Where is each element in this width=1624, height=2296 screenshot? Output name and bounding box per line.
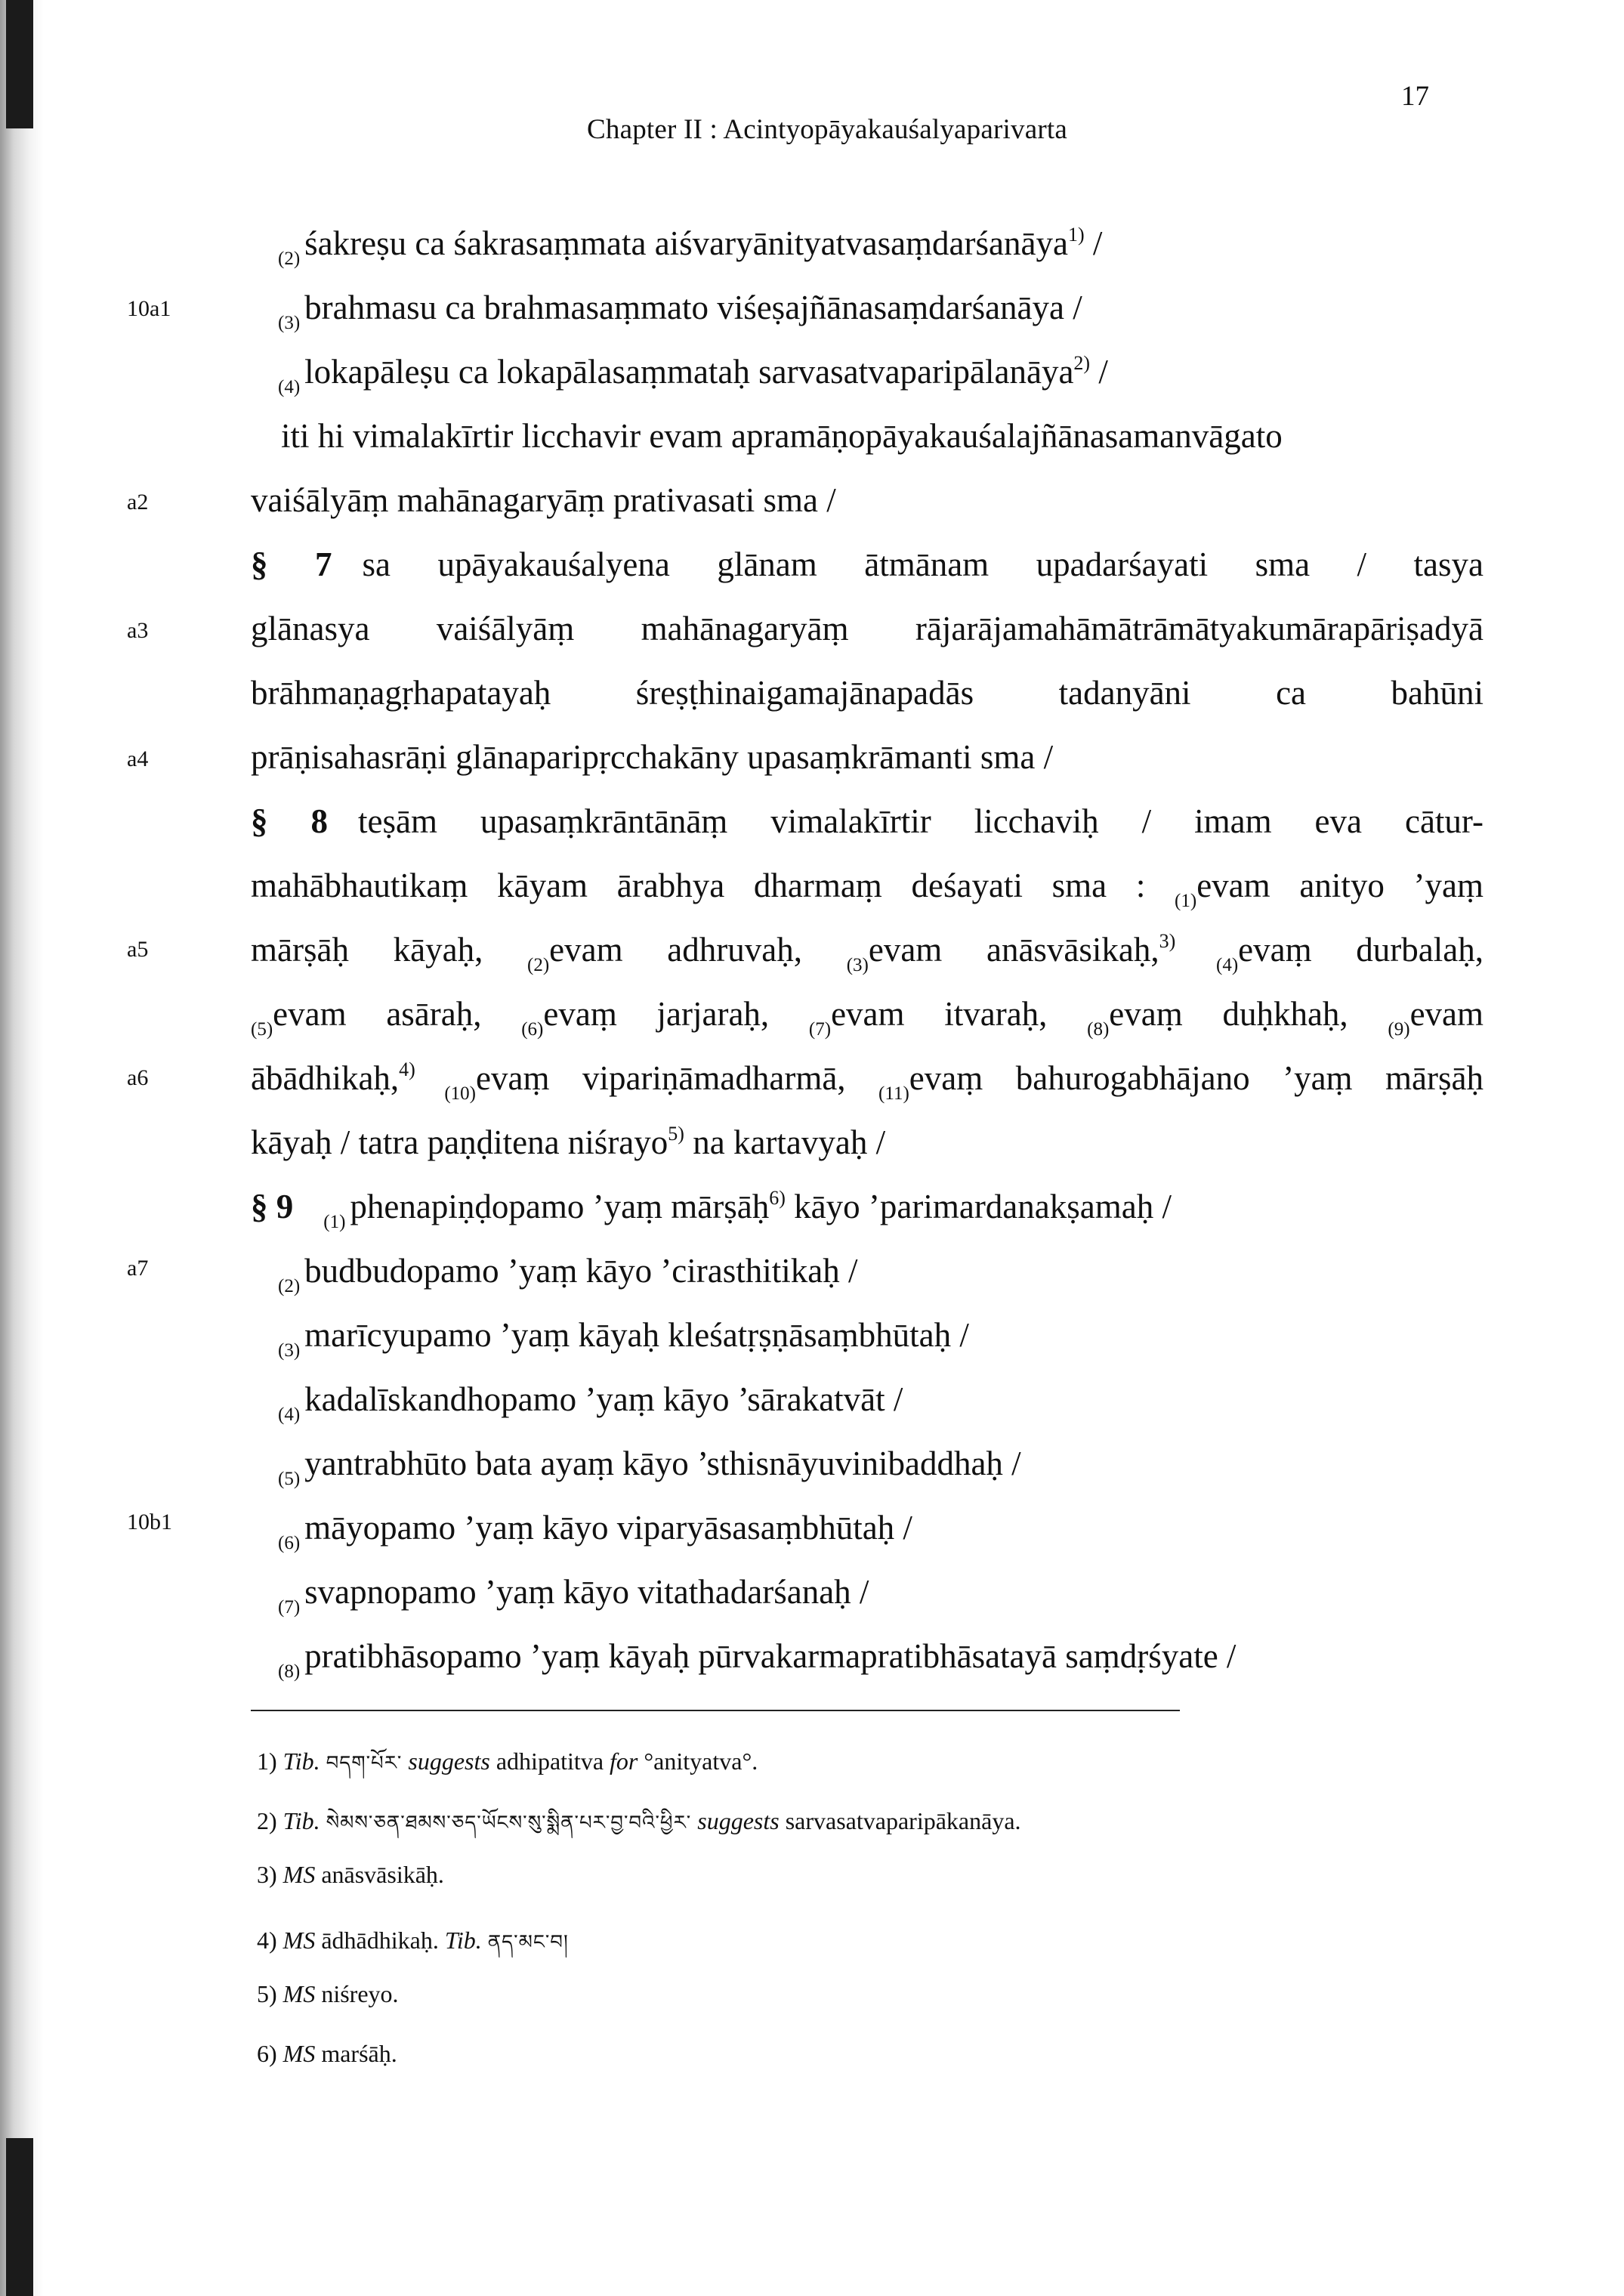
text-line: prāṇisahasrāṇi glānaparipṛcchakāny upasaṃkrāmanti sma / [251, 738, 1054, 776]
section-7-line: § 7 sa upāyakauśalyena glānam ātmānam upadarśayati sma / tasya [251, 545, 1484, 583]
verse-line: $_{(8)}$ pratibhāsopamo ’yaṃ kāyaḥ pūrvakarmapratibhāsatayā saṃdṛśyate / [278, 1637, 1237, 1682]
margin-ref: a5 [127, 937, 149, 962]
binding-mark-top [6, 0, 33, 128]
running-title: Chapter II : Acintyopāyakauśalyaparivarta [587, 114, 1067, 145]
binding-mark-bottom [6, 2138, 33, 2296]
footnote: 4) MS ādhādhikaḥ. Tib. ནད་མང་བ། [257, 1927, 569, 1954]
margin-ref: 10a1 [127, 296, 171, 321]
text-line: ābādhikaḥ,$^{4)}$ $_{(10)}$evaṃ vipariṇāmadharmā, $_{(11)}$evaṃ bahurogabhājano ’yaṃ mārṣāḥ [251, 1058, 1484, 1104]
verse-line: $_{(2)}$ śakreṣu ca śakrasaṃmata aiśvaryānityatvasaṃdarśanāya$^{1)}$ / [278, 224, 1103, 269]
footnote: 5) MS niśreyo. [257, 1980, 399, 2007]
verse-line: $_{(5)}$ yantrabhūto bata ayaṃ kāyo ’sthisnāyuvinibaddhaḥ / [278, 1445, 1021, 1489]
section-marker: § 9 [251, 1188, 294, 1225]
margin-ref: a2 [127, 490, 149, 515]
section-marker: § 8 [251, 802, 328, 840]
verse-line: $_{(4)}$ lokapāleṣu ca lokapālasaṃmataḥ sarvasatvaparipālanāya$^{2)}$ / [278, 352, 1108, 397]
verse-line: $_{(6)}$ māyopamo ’yaṃ kāyo viparyāsasaṃbhūtaḥ / [278, 1509, 912, 1553]
text-line: $_{(5)}$evam asāraḥ, $_{(6)}$evaṃ jarjaraḥ, $_{(7)}$evam itvaraḥ, $_{(8)}$evaṃ duḥkhaḥ, $_{(9)}$evam [251, 995, 1484, 1040]
verse-line: $_{(7)}$ svapnopamo ’yaṃ kāyo vitathadarśanaḥ / [278, 1573, 869, 1618]
binding-shadow [0, 0, 44, 2296]
section-8-line: § 8 teṣām upasaṃkrāntānāṃ vimalakīrtir licchaviḥ / imam eva cātur- [251, 802, 1484, 840]
footnote-divider [251, 1710, 1180, 1711]
footnote: 3) MS anāsvāsikāḥ. [257, 1861, 444, 1888]
text-line: kāyaḥ / tatra paṇḍitena niśrayo$^{5)}$ na kartavyaḥ / [251, 1123, 886, 1161]
margin-ref: a7 [127, 1256, 149, 1281]
verse-line: $_{(3)}$ marīcyupamo ’yaṃ kāyaḥ kleśatṛṣṇāsaṃbhūtaḥ / [278, 1316, 969, 1361]
margin-ref: a4 [127, 746, 149, 771]
text-line: vaiśālyāṃ mahānagaryāṃ prativasati sma / [251, 481, 836, 519]
page-number: 17 [1401, 81, 1429, 112]
text-line: mārṣāḥ kāyaḥ, $_{(2)}$evam adhruvaḥ, $_{(3)}$evam anāsvāsikaḥ,$^{3)}$ $_{(4)}$evaṃ durbalaḥ, [251, 930, 1484, 975]
margin-ref: a6 [127, 1065, 149, 1090]
text-line: glānasya vaiśālyāṃ mahānagaryāṃ rājarājamahāmātrāmātyakumārapāriṣadyā [251, 610, 1484, 647]
footnote: 2) Tib. སེམས་ཅན་ཐམས་ཅད་ཡོངས་སུ་སྨིན་པར་བྱ་བའི་ཕྱིར་ suggests sarvasatvaparipākanāya. [257, 1807, 1021, 1834]
verse-line: $_{(3)}$ brahmasu ca brahmasaṃmato viśeṣajñānasaṃdarśanāya / [278, 289, 1082, 333]
footnote: 6) MS marśāḥ. [257, 2040, 397, 2067]
verse-line: $_{(4)}$ kadalīskandhopamo ’yaṃ kāyo ’sārakatvāt / [278, 1380, 903, 1425]
text-line: mahābhautikaṃ kāyam ārabhya dharmaṃ deśayati sma : $_{(1)}$evam anityo ’yaṃ [251, 867, 1484, 911]
margin-ref: 10b1 [127, 1510, 172, 1534]
verse-line: $_{(2)}$ budbudopamo ’yaṃ kāyo ’cirasthitikaḥ / [278, 1252, 858, 1296]
section-9-line: § 9 $_{(1)}$ phenapiṇḍopamo ’yaṃ mārṣāḥ$^{6)}$ kāyo ’parimardanakṣamaḥ / [251, 1187, 1172, 1232]
margin-ref: a3 [127, 618, 149, 643]
text-line: iti hi vimalakīrtir licchavir evam apramāṇopāyakauśalajñānasamanvāgato [281, 417, 1283, 455]
section-marker: § 7 [251, 545, 332, 583]
footnote: 1) Tib. བདག་པོར་ suggests adhipatitva for °anityatva°. [257, 1747, 758, 1775]
text-line: brāhmaṇagṛhapatayaḥ śreṣṭhinaigamajānapadās tadanyāni ca bahūni [251, 674, 1484, 712]
